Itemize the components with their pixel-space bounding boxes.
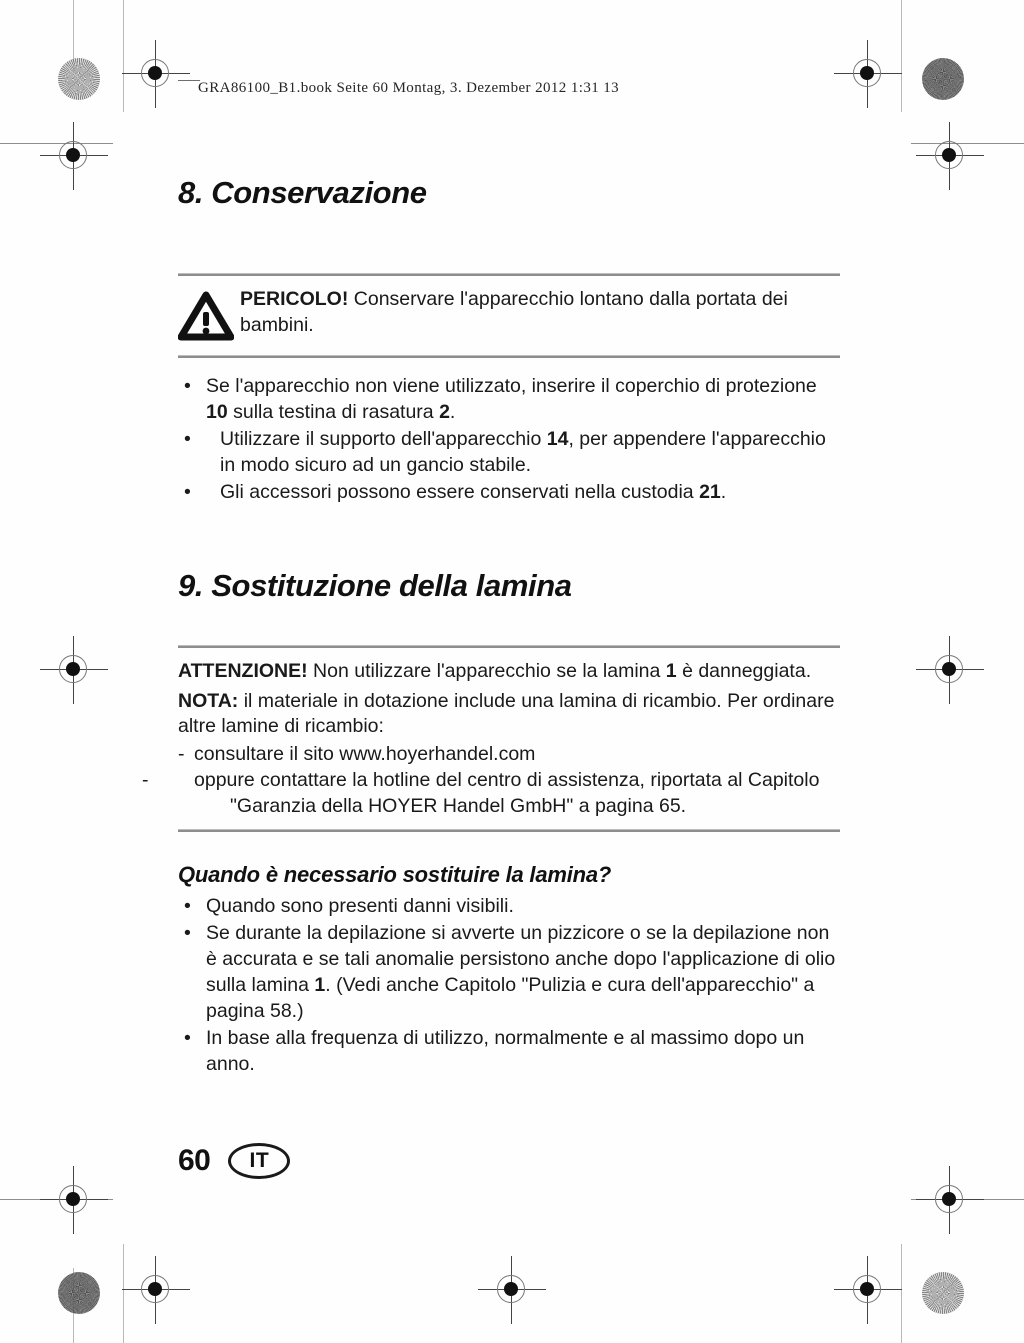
registration-crosshair-icon bbox=[134, 52, 178, 96]
replacement-bullet-list bbox=[178, 894, 840, 1077]
note-body: il materiale in dotazione include una lamina di ricambio. Per ordinare altre lamine di ricambio: bbox=[178, 689, 835, 738]
warning-box-bottom-rule bbox=[178, 355, 840, 358]
trim-line-left bbox=[123, 0, 124, 112]
bold-reference-number: 14 bbox=[546, 427, 569, 450]
attention-body bbox=[308, 660, 811, 682]
body-text-run: Gli accessori possono essere conservati nella custodia bbox=[220, 480, 700, 503]
section-heading-8: 8. Conservazione bbox=[178, 175, 427, 210]
registration-crosshair-icon bbox=[928, 134, 972, 178]
danger-warning-text bbox=[240, 287, 840, 339]
list-item-text bbox=[206, 894, 840, 920]
body-text-run: . bbox=[449, 400, 456, 423]
list-item bbox=[178, 742, 840, 768]
attention-box-bottom-rule bbox=[178, 829, 840, 832]
list-item bbox=[178, 921, 840, 1025]
language-badge: IT bbox=[228, 1143, 290, 1179]
order-options-list bbox=[142, 742, 840, 820]
danger-label: PERICOLO! bbox=[240, 288, 349, 310]
bold-reference-number: 2 bbox=[439, 400, 450, 423]
attention-label: ATTENZIONE! bbox=[178, 659, 308, 682]
bold-reference-number: 1 bbox=[665, 659, 677, 682]
body-text-run: Non utilizzare l'apparecchio se la lamina bbox=[307, 659, 666, 682]
body-text-run: Quando sono presenti danni visibili. bbox=[206, 895, 514, 918]
attention-text bbox=[178, 659, 840, 685]
body-text-run: sulla testina di rasatura bbox=[227, 400, 440, 423]
list-item-text bbox=[206, 921, 840, 1025]
body-text-run: , per appendere l'apparecchio in modo sicuro ad un gancio stabile. bbox=[220, 427, 826, 476]
registration-crosshair-icon bbox=[846, 52, 890, 96]
registration-crosshair-icon bbox=[928, 1178, 972, 1222]
list-item-text bbox=[220, 480, 840, 506]
attention-note-box bbox=[142, 648, 840, 830]
list-item bbox=[178, 427, 840, 479]
header-rule bbox=[178, 80, 200, 81]
bold-reference-number: 21 bbox=[699, 480, 721, 503]
danger-warning-box bbox=[178, 276, 840, 355]
list-item-text bbox=[206, 374, 840, 426]
list-item-text: consultare il sito www.hoyerhandel.com bbox=[194, 743, 536, 766]
list-item: - oppure contattare la hotline del centro di assistenza, riportata al Capitolo "Garanzia della HOYER Handel GmbH" a pagina 65. bbox=[142, 769, 820, 818]
color-rosette-icon bbox=[922, 1272, 964, 1314]
list-item bbox=[178, 1026, 840, 1078]
trim-line-right bbox=[901, 0, 902, 112]
section-heading-9: 9. Sostituzione della lamina bbox=[178, 567, 572, 603]
list-item-text bbox=[206, 1026, 840, 1078]
list-item-text: oppure contattare la hotline del centro di assistenza, riportata al Capitolo "Garanzia della HOYER Handel GmbH" a pagina 65. bbox=[194, 769, 820, 818]
note-label: NOTA: bbox=[178, 689, 239, 712]
body-text-run: . bbox=[720, 480, 727, 503]
list-item bbox=[178, 374, 840, 426]
body-text-run: Utilizzare il supporto dell'apparecchio bbox=[220, 427, 547, 450]
note-text bbox=[178, 689, 840, 741]
registration-crosshair-icon bbox=[52, 134, 96, 178]
bullet-marker: • bbox=[184, 480, 191, 503]
color-rosette-icon bbox=[58, 1272, 100, 1314]
bold-reference-number: 10 bbox=[206, 400, 228, 423]
color-rosette-icon bbox=[58, 58, 100, 100]
conservation-bullet-list bbox=[178, 374, 840, 506]
body-text-run: . (Vedi anche Capitolo "Pulizia e cura dell'apparecchio" a pagina 58.) bbox=[206, 973, 815, 1022]
file-header-text: GRA86100_B1.book Seite 60 Montag, 3. Dezember 2012 1:31 13 bbox=[198, 80, 620, 96]
page-footer bbox=[178, 1143, 290, 1179]
list-item-text bbox=[220, 427, 840, 479]
bullet-marker: • bbox=[184, 922, 191, 945]
list-item bbox=[178, 480, 840, 506]
body-text-run: Se l'apparecchio non viene utilizzato, inserire il coperchio di protezione bbox=[206, 375, 817, 397]
trim-line-left-lower bbox=[123, 1244, 124, 1343]
registration-crosshair-icon bbox=[52, 648, 96, 692]
bullet-marker: • bbox=[184, 1026, 191, 1049]
warning-triangle-icon bbox=[178, 287, 240, 346]
trim-line-right-lower bbox=[901, 1244, 902, 1343]
bullet-marker: • bbox=[184, 427, 191, 450]
registration-crosshair-icon bbox=[52, 1178, 96, 1222]
registration-crosshair-icon bbox=[134, 1268, 178, 1312]
body-text-run: è danneggiata. bbox=[676, 659, 812, 682]
bold-reference-number: 1 bbox=[314, 973, 326, 996]
body-text-run: Se durante la depilazione si avverte un pizzicore o se la depilazione non è accurata e se tali anomalie persistono anche dopo l'applicazione di olio sulla lamina bbox=[206, 922, 836, 996]
bullet-marker: • bbox=[184, 895, 191, 918]
danger-body: Conservare l'apparecchio lontano dalla portata dei bambini. bbox=[240, 288, 788, 336]
list-item bbox=[178, 894, 840, 920]
color-rosette-icon bbox=[922, 58, 964, 100]
page-number: 60 bbox=[178, 1144, 211, 1177]
registration-crosshair-icon bbox=[490, 1268, 534, 1312]
subheading-when-replace: Quando è necessario sostituire la lamina? bbox=[178, 862, 612, 888]
page-content bbox=[142, 175, 840, 1079]
body-text-run: In base alla frequenza di utilizzo, normalmente e al massimo dopo un anno. bbox=[206, 1026, 805, 1075]
registration-crosshair-icon bbox=[846, 1268, 890, 1312]
bullet-marker: • bbox=[184, 375, 191, 397]
registration-crosshair-icon bbox=[928, 648, 972, 692]
dash-marker: - bbox=[178, 743, 185, 766]
